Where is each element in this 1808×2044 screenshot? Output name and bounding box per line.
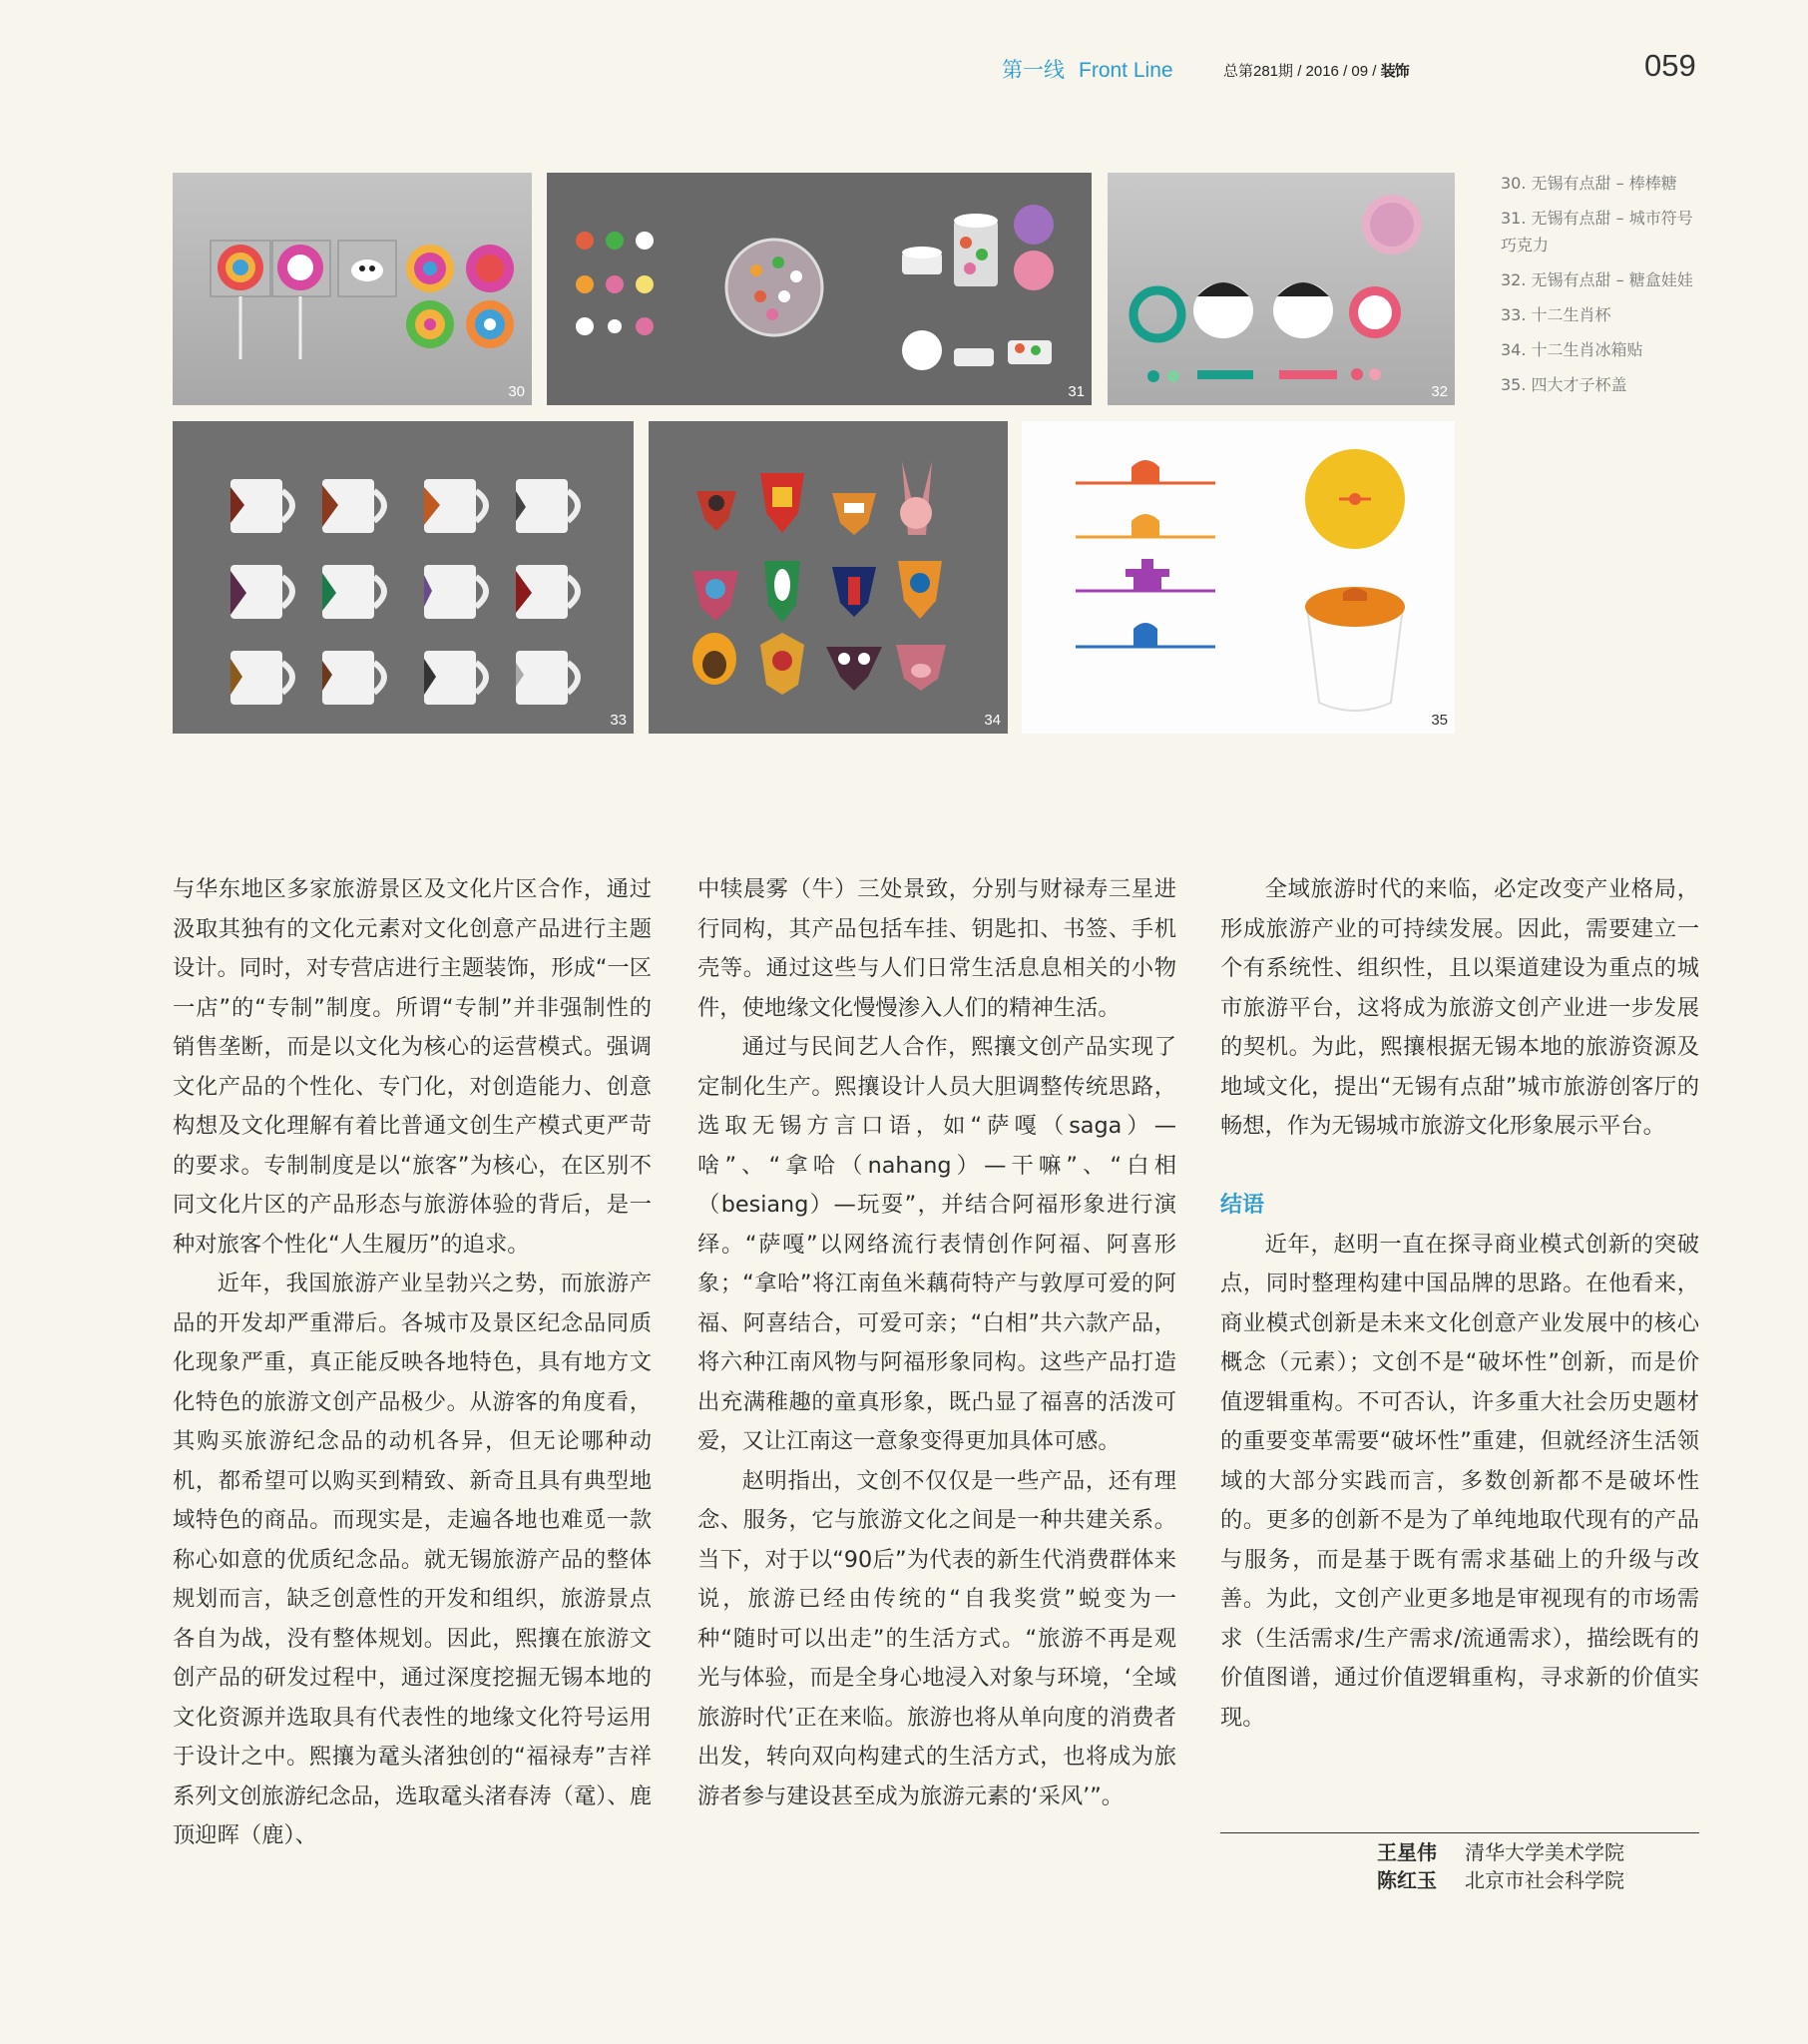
caption-33: 33. 十二生肖杯	[1501, 305, 1611, 324]
figure-32-candy-box-dolls	[1108, 173, 1455, 405]
section-title-en: Front Line	[1079, 59, 1173, 82]
caption-35: 35. 四大才子杯盖	[1501, 375, 1627, 394]
author-entry	[1377, 1866, 1624, 1894]
author-name: 王星伟	[1377, 1840, 1437, 1864]
caption-30: 30. 无锡有点甜 – 棒棒糖	[1501, 174, 1677, 193]
section-heading: 结语	[1220, 1193, 1265, 1218]
text-column-1	[173, 870, 652, 1856]
paragraph: 中犊晨雾（牛）三处景致，分别与财禄寿三星进行同构，其产品包括车挂、钥匙扣、书签、手机壳等。通过这些与人们日常生活息息相关的小物件，使地缘文化慢慢渗入人们的精神生活。	[697, 876, 1176, 1021]
caption-32: 32. 无锡有点甜 – 糖盒娃娃	[1501, 270, 1693, 289]
issue-info	[1223, 60, 1409, 81]
figure-number: 30	[508, 383, 525, 400]
text-column-2	[697, 870, 1176, 1816]
author-list	[1377, 1838, 1624, 1894]
figure-31-chocolates	[547, 173, 1092, 405]
figure-number: 33	[610, 712, 627, 729]
paragraph: 通过与民间艺人合作，熙攘文创产品实现了定制化生产。熙攘设计人员大胆调整传统思路，选取无锡方言口语，如“萨嘎（saga）—啥”、“拿哈（nahang）—干嘛”、“白相（besiang）—玩耍”，并结合阿福形象进行演绎。“萨嘎”以网络流行表情创作阿福、阿喜形象；“拿哈”将江南鱼米藕荷特产与敦厚可爱的阿福、阿喜结合，可爱可亲；“白相”共六款产品，将六种江南风物与阿福形象同构。这些产品打造出充满稚趣的童真形象，既凸显了福喜的活泼可爱，又让江南这一意象变得更加具体可感。	[697, 1034, 1176, 1454]
figure-34-zodiac-magnets	[649, 421, 1008, 734]
author-name: 陈红玉	[1377, 1868, 1437, 1892]
paragraph: 与华东地区多家旅游景区及文化片区合作，通过汲取其独有的文化元素对文化创意产品进行主题设计。同时，对专营店进行主题装饰，形成“一区一店”的“专制”制度。所谓“专制”并非强制性的销售垄断，而是以文化为核心的运营模式。强调文化产品的个性化、专门化，对创造能力、创意构想及文化理解有着比普通文创生产模式更严苛的要求。专制制度是以“旅客”为核心，在区别不同文化片区的产品形态与旅游体验的背后，是一种对旅客个性化“人生履历”的追求。	[173, 876, 652, 1258]
figure-33-zodiac-mugs	[173, 421, 634, 734]
paragraph: 赵明指出，文创不仅仅是一些产品，还有理念、服务，它与旅游文化之间是一种共建关系。当下，对于以“90后”为代表的新生代消费群体来说，旅游已经由传统的“自我奖赏”蜕变为一种“随时可以出走”的生活方式。“旅游不再是观光与体验，而是全身心地浸入对象与环境，‘全域旅游时代’正在来临。旅游也将从单向度的消费者出发，转向双向构建式的生活方式，也将成为旅游者参与建设甚至成为旅游元素的‘采风’”。	[697, 1467, 1176, 1809]
figure-captions	[1501, 170, 1700, 406]
figure-number: 35	[1431, 712, 1448, 729]
caption-34: 34. 十二生肖冰箱贴	[1501, 340, 1643, 359]
author-entry	[1377, 1838, 1624, 1866]
figure-35-cup-lids	[1022, 421, 1455, 734]
section-label	[1002, 54, 1173, 84]
paragraph: 全域旅游时代的来临，必定改变产业格局，形成旅游产业的可持续发展。因此，需要建立一个有系统性、组织性，且以渠道建设为重点的城市旅游平台，这将成为旅游文创产业进一步发展的契机。为此，熙攘根据无锡本地的旅游资源及地域文化，提出“无锡有点甜”城市旅游创客厅的畅想，作为无锡城市旅游文化形象展示平台。	[1220, 876, 1699, 1139]
figure-30-lollipops	[173, 173, 532, 405]
text-column-3	[1220, 870, 1699, 1738]
paragraph: 近年，赵明一直在探寻商业模式创新的突破点，同时整理构建中国品牌的思路。在他看来，商业模式创新是未来文化创意产业发展中的核心概念（元素）；文创不是“破坏性”创新，而是价值逻辑重构。不可否认，许多重大社会历史题材的重要变革需要“破坏性”重建，但就经济生活领域的大部分实践而言，多数创新都不是破坏性的。更多的创新不是为了单纯地取代现有的产品与服务，而是基于既有需求基础上的升级与改善。为此，文创产业更多地是审视现有的市场需求（生活需求/生产需求/流通需求），描绘既有的价值图谱，通过价值逻辑重构，寻求新的价值实现。	[1220, 1231, 1699, 1731]
author-divider	[1220, 1832, 1699, 1833]
section-title-cn: 第一线	[1002, 59, 1065, 82]
figure-number: 32	[1431, 383, 1448, 400]
figure-number: 34	[984, 712, 1001, 729]
caption-31: 31. 无锡有点甜 – 城市符号巧克力	[1501, 209, 1693, 255]
figure-number: 31	[1068, 383, 1085, 400]
author-affiliation: 北京市社会科学院	[1465, 1868, 1624, 1892]
issue-number: 总第281期 / 2016 / 09 /	[1223, 63, 1381, 80]
page-number: 059	[1644, 48, 1696, 83]
magazine-logo: 装饰	[1380, 63, 1409, 80]
author-affiliation: 清华大学美术学院	[1465, 1840, 1624, 1864]
paragraph: 近年，我国旅游产业呈勃兴之势，而旅游产品的开发却严重滞后。各城市及景区纪念品同质化现象严重，真正能反映各地特色，具有地方文化特色的旅游文创产品极少。从游客的角度看，其购买旅游纪念品的动机各异，但无论哪种动机，都希望可以购买到精致、新奇且具有典型地域特色的商品。而现实是，走遍各地也难觅一款称心如意的优质纪念品。就无锡旅游产品的整体规划而言，缺乏创意性的开发和组织，旅游景点各自为战，没有整体规划。因此，熙攘在旅游文创产品的研发过程中，通过深度挖掘无锡本地的文化资源并选取具有代表性的地缘文化符号运用于设计之中。熙攘为鼋头渚独创的“福禄寿”吉祥系列文创旅游纪念品，选取鼋头渚春涛（鼋）、鹿顶迎晖（鹿）、	[173, 1271, 652, 1848]
